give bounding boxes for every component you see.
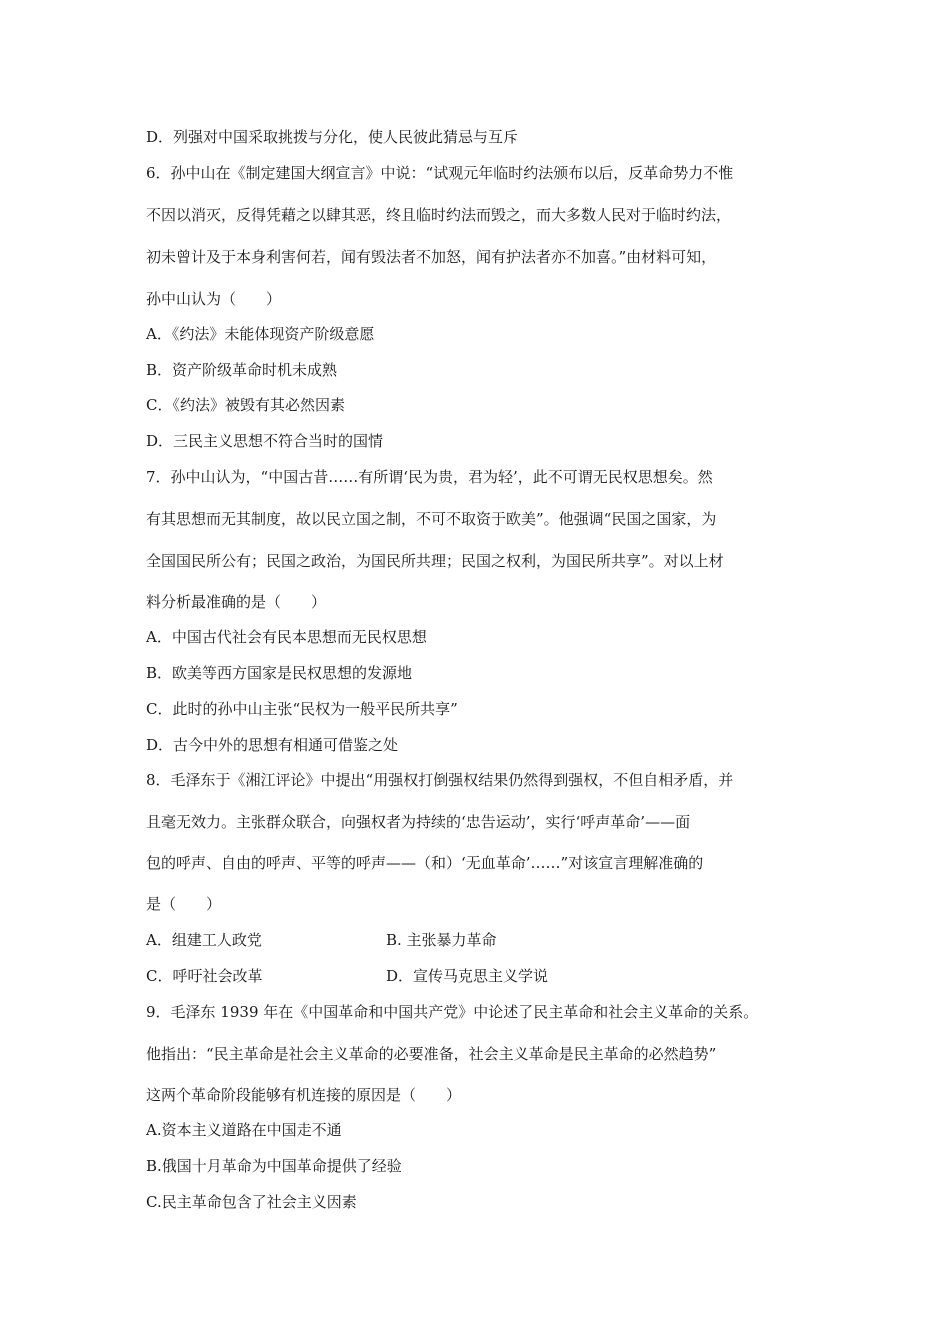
q9-option-b: B.俄国十月革命为中国革命提供了经验 [146, 1157, 402, 1175]
q6-stem-line-1: 6．孙中山在《制定建国大纲宣言》中说：“试观元年临时约法颁布以后，反革命势力不惟 [146, 164, 734, 182]
q6-option-a: A．《约法》未能体现资产阶级意愿 [146, 325, 375, 343]
q6-stem-line-3: 初未曾计及于本身利害何若，闻有毁法者不加怒，闻有护法者亦不加喜。”由材料可知， [146, 248, 717, 266]
q5-option-d: D．列强对中国采取挑拨与分化，使人民彼此猜忌与互斥 [146, 128, 519, 146]
q7-stem-line-2: 有其思想而无其制度，故以民立国之制，不可不取资于欧美”。他强调“民国之国家，为 [146, 510, 717, 528]
q7-stem-line-1: 7．孙中山认为，“中国古昔……有所谓‘民为贵，君为轻’，此不可谓无民权思想矣。然 [146, 468, 713, 486]
q8-stem-line-3: 包的呼声、自由的呼声、平等的呼声——（和）‘无血革命’……”对该宣言理解准确的 [146, 854, 704, 872]
q9-option-a: A.资本主义道路在中国走不通 [146, 1121, 342, 1139]
q6-option-c: C．《约法》被毁有其必然因素 [146, 396, 345, 414]
q8-stem-line-1: 8．毛泽东于《湘江评论》中提出“用强权打倒强权结果仍然得到强权，不但自相矛盾，并 [146, 771, 734, 789]
q7-stem-line-4: 料分析最准确的是（ ） [146, 593, 327, 611]
q6-stem-line-4: 孙中山认为（ ） [146, 290, 282, 308]
q6-option-b: B．资产阶级革命时机未成熟 [146, 361, 338, 379]
q9-option-c: C.民主革命包含了社会主义因素 [146, 1193, 357, 1211]
q7-stem-line-3: 全国国民所公有；民国之政治，为国民所共理；民国之权利，为国民所共享”。对以上材 [146, 552, 724, 570]
q9-stem-line-3: 这两个革命阶段能够有机连接的原因是（ ） [146, 1086, 462, 1104]
q8-option-a: A．组建工人政党 [146, 931, 262, 949]
q7-option-b: B．欧美等西方国家是民权思想的发源地 [146, 664, 413, 682]
q6-stem-line-2: 不因以消灭，反得凭藉之以肆其恶，终且临时约法而毁之，而大多数人民对于临时约法， [146, 206, 732, 224]
q8-option-b: B. 主张暴力革命 [386, 931, 497, 949]
q8-stem-line-4: 是（ ） [146, 895, 222, 913]
q8-option-c: C．呼吁社会改革 [146, 967, 263, 985]
q7-option-c: C．此时的孙中山主张“民权为一般平民所共享” [146, 700, 458, 718]
q6-option-d: D．三民主义思想不符合当时的国情 [146, 432, 384, 450]
q9-stem-line-1: 9．毛泽东 1939 年在《中国革命和中国共产党》中论述了民主革命和社会主义革命的关系。 [146, 1003, 759, 1021]
q9-stem-line-2: 他指出：“民主革命是社会主义革命的必要准备，社会主义革命是民主革命的必然趋势” [146, 1045, 717, 1063]
q8-stem-line-2: 且毫无效力。主张群众联合，向强权者为持续的‘忠告运动’，实行‘呼声革命’——面 [146, 813, 691, 831]
q8-option-d: D．宣传马克思主义学说 [386, 967, 549, 985]
q7-option-a: A．中国古代社会有民本思想而无民权思想 [146, 628, 427, 646]
q7-option-d: D．古今中外的思想有相通可借鉴之处 [146, 736, 399, 754]
